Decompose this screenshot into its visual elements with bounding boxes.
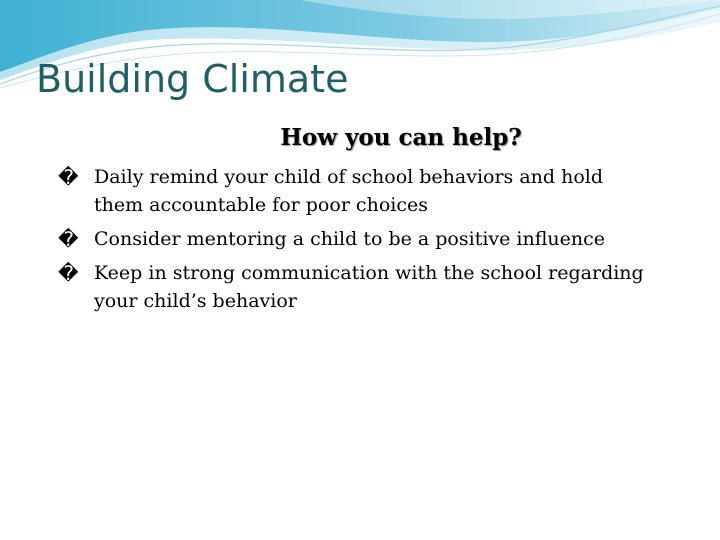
bullet-marker-icon: � [58, 227, 79, 251]
bullet-list [58, 163, 658, 321]
bullet-text: Consider mentoring a child to be a positive influence [94, 228, 606, 250]
bullet-item [58, 225, 658, 253]
bullet-text: Daily remind your child of school behaviors and hold them accountable for poor choices [94, 166, 604, 216]
slide-subtitle: How you can help? [280, 124, 522, 151]
bullet-text: Keep in strong communication with the school regarding your child’s behavior [94, 262, 644, 312]
bullet-marker-icon: � [58, 261, 79, 285]
bullet-marker-icon: � [58, 165, 79, 189]
slide-title: Building Climate [36, 57, 349, 101]
bullet-item [58, 163, 658, 219]
bullet-item [58, 259, 658, 315]
